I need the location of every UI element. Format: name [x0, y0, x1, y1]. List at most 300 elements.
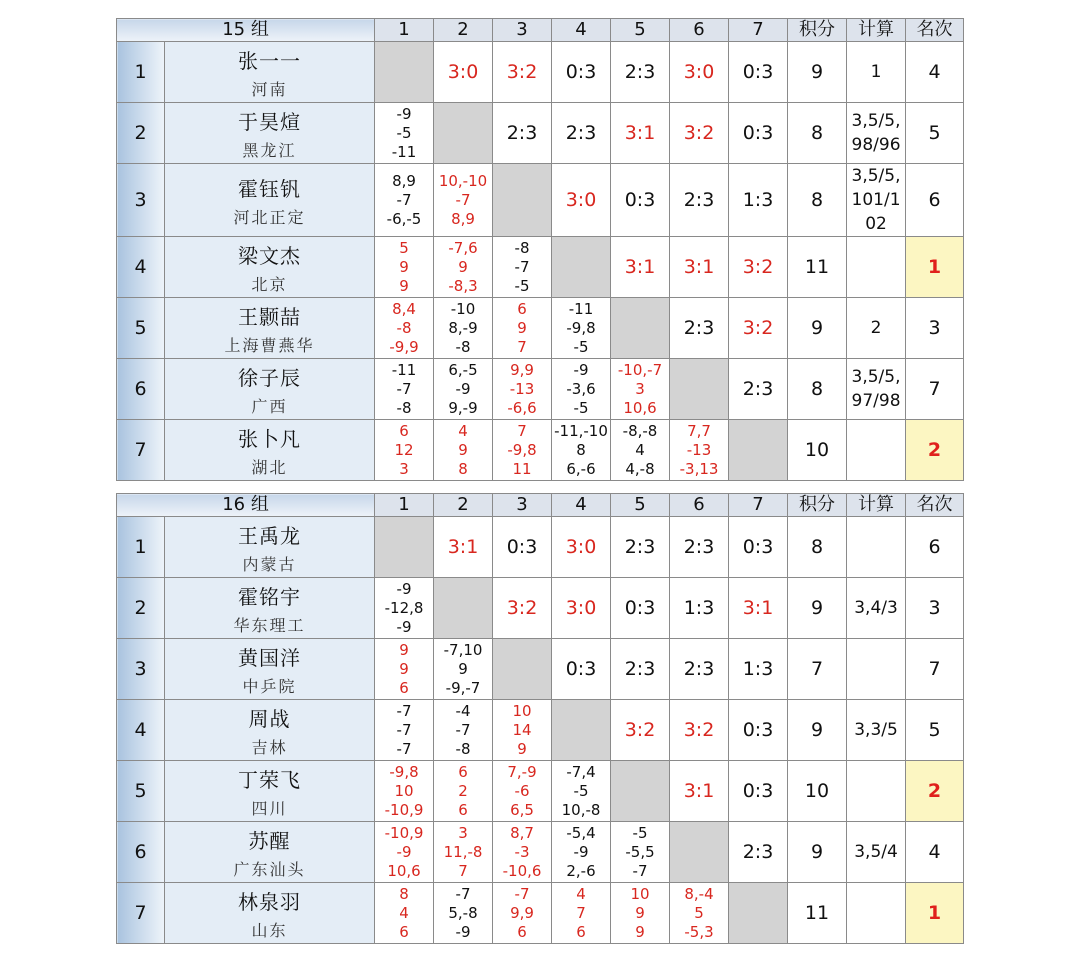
game-score-line: 10,6	[623, 398, 657, 417]
self-match-cell	[434, 578, 493, 639]
game-score-line: -9	[455, 379, 471, 398]
column-header: 3	[493, 19, 552, 42]
game-score-line: -9	[573, 360, 589, 379]
game-score-line: 8	[576, 440, 586, 459]
tiebreak-calc	[847, 822, 906, 883]
game-scores	[611, 883, 670, 944]
tiebreak-calc-line: 02	[865, 214, 887, 234]
self-match-cell	[670, 359, 729, 420]
rank-value: 1	[906, 237, 964, 298]
rank-value: 4	[906, 822, 964, 883]
column-header: 2	[434, 19, 493, 42]
player-row	[117, 298, 964, 359]
game-score-line: -5	[573, 337, 589, 356]
game-scores	[493, 359, 552, 420]
game-score-line: 6	[399, 922, 409, 941]
self-match-cell	[611, 298, 670, 359]
player-number: 5	[117, 298, 165, 359]
game-score-line: -9,8	[507, 440, 537, 459]
match-score: 0:3	[493, 517, 552, 578]
points-value: 10	[788, 761, 847, 822]
player-row	[117, 517, 964, 578]
player-cell	[165, 298, 375, 359]
game-score-line: -9	[455, 922, 471, 941]
match-score: 3:0	[434, 42, 493, 103]
player-cell	[165, 700, 375, 761]
game-score-line: -10,9	[384, 800, 424, 819]
tiebreak-calc	[847, 420, 906, 481]
game-score-line: -11,-10	[554, 421, 608, 440]
rank-value: 5	[906, 700, 964, 761]
tiebreak-calc-line: 3,5/4	[854, 842, 898, 862]
player-region: 华东理工	[233, 616, 306, 635]
column-header: 1	[375, 494, 434, 517]
player-name: 张一一	[238, 49, 301, 73]
player-number: 4	[117, 237, 165, 298]
game-score-line: 5	[694, 903, 704, 922]
game-score-line: 14	[512, 720, 532, 739]
player-region: 黑龙江	[242, 141, 297, 160]
match-score: 2:3	[670, 639, 729, 700]
tiebreak-calc-line: 2	[870, 318, 882, 338]
player-name: 林泉羽	[238, 890, 301, 914]
game-scores	[611, 359, 670, 420]
game-scores	[375, 578, 434, 639]
player-name: 苏醒	[248, 829, 291, 853]
player-cell	[165, 42, 375, 103]
rank-value: 7	[906, 359, 964, 420]
match-score: 0:3	[729, 517, 788, 578]
game-score-line: 6	[458, 762, 468, 781]
game-score-line: -13	[509, 379, 535, 398]
self-match-cell	[434, 103, 493, 164]
match-score: 3:2	[493, 578, 552, 639]
game-scores	[670, 420, 729, 481]
game-score-line: -5,5	[625, 842, 655, 861]
game-scores	[611, 420, 670, 481]
player-region: 广西	[251, 397, 288, 416]
player-cell	[165, 237, 375, 298]
match-score: 0:3	[552, 639, 611, 700]
column-header: 2	[434, 494, 493, 517]
game-score-line: -9	[396, 579, 412, 598]
game-score-line: 8,9	[451, 209, 475, 228]
game-score-line: 4	[635, 440, 645, 459]
player-cell	[165, 761, 375, 822]
player-region: 中乒院	[242, 677, 297, 696]
player-region: 吉林	[251, 738, 288, 757]
column-header: 4	[552, 494, 611, 517]
game-scores	[434, 359, 493, 420]
game-score-line: 10	[630, 884, 650, 903]
game-score-line: 2,-6	[566, 861, 596, 880]
player-number: 1	[117, 517, 165, 578]
group-header-row	[117, 19, 964, 42]
player-cell	[165, 578, 375, 639]
player-region: 湖北	[251, 458, 288, 477]
match-score: 0:3	[729, 700, 788, 761]
game-score-line: -7	[632, 861, 648, 880]
player-region: 山东	[251, 921, 288, 940]
column-header: 4	[552, 19, 611, 42]
game-score-line: -9,8	[389, 762, 419, 781]
game-score-line: 9	[458, 440, 468, 459]
game-scores	[375, 822, 434, 883]
match-score: 2:3	[493, 103, 552, 164]
game-scores	[434, 883, 493, 944]
game-scores	[493, 822, 552, 883]
self-match-cell	[493, 639, 552, 700]
player-name: 徐子辰	[238, 366, 301, 390]
player-row	[117, 420, 964, 481]
game-score-line: -7	[514, 257, 530, 276]
match-score: 3:2	[493, 42, 552, 103]
game-score-line: -11	[568, 299, 594, 318]
rank-value: 3	[906, 578, 964, 639]
tiebreak-calc-line: 1	[870, 62, 882, 82]
game-score-line: 9	[517, 739, 527, 758]
game-score-line: -11	[391, 360, 417, 379]
game-score-line: -5	[573, 398, 589, 417]
match-score: 1:3	[729, 164, 788, 237]
tiebreak-calc	[847, 700, 906, 761]
player-number: 3	[117, 164, 165, 237]
player-number: 2	[117, 103, 165, 164]
match-score: 3:1	[434, 517, 493, 578]
game-scores	[493, 761, 552, 822]
game-score-line: -7	[396, 720, 412, 739]
player-name: 王禹龙	[238, 524, 301, 548]
match-score: 3:2	[611, 700, 670, 761]
game-score-line: 9	[635, 903, 645, 922]
game-score-line: -6,6	[507, 398, 537, 417]
game-scores	[493, 298, 552, 359]
player-row	[117, 42, 964, 103]
points-value: 11	[788, 883, 847, 944]
game-scores	[434, 700, 493, 761]
game-score-line: 6,-6	[566, 459, 596, 478]
points-value: 7	[788, 639, 847, 700]
game-score-line: 8	[458, 459, 468, 478]
rank-value: 7	[906, 639, 964, 700]
game-score-line: -13	[686, 440, 712, 459]
match-score: 3:2	[670, 700, 729, 761]
game-score-line: -7	[396, 190, 412, 209]
tiebreak-calc	[847, 883, 906, 944]
tiebreak-calc	[847, 761, 906, 822]
game-score-line: -7	[514, 884, 530, 903]
game-score-line: -7,4	[566, 762, 596, 781]
game-score-line: 4	[458, 421, 468, 440]
rank-value: 2	[906, 761, 964, 822]
match-score: 2:3	[552, 103, 611, 164]
game-score-line: -9	[396, 617, 412, 636]
game-score-line: -9,-7	[445, 678, 481, 697]
game-scores	[552, 359, 611, 420]
group-title: 15 组	[117, 19, 375, 42]
match-score: 2:3	[611, 639, 670, 700]
match-score: 0:3	[729, 103, 788, 164]
game-score-line: 8,7	[510, 823, 534, 842]
game-score-line: 2	[458, 781, 468, 800]
self-match-cell	[375, 517, 434, 578]
game-score-line: 8,9	[392, 171, 416, 190]
match-score: 3:0	[552, 578, 611, 639]
tiebreak-calc	[847, 639, 906, 700]
match-score: 1:3	[670, 578, 729, 639]
points-value: 8	[788, 517, 847, 578]
game-scores	[493, 237, 552, 298]
game-score-line: 6	[399, 678, 409, 697]
game-score-line: -5	[573, 781, 589, 800]
tiebreak-calc	[847, 164, 906, 237]
game-scores	[434, 761, 493, 822]
game-score-line: -7	[455, 720, 471, 739]
game-scores	[375, 700, 434, 761]
game-score-line: -5,4	[566, 823, 596, 842]
group-15-table	[116, 18, 964, 481]
tiebreak-calc	[847, 359, 906, 420]
tiebreak-calc-line: 3,5/5,	[851, 111, 901, 131]
match-score: 2:3	[729, 359, 788, 420]
game-score-line: -8	[396, 318, 412, 337]
player-region: 河南	[251, 80, 288, 99]
player-row	[117, 639, 964, 700]
self-match-cell	[375, 42, 434, 103]
player-number: 1	[117, 42, 165, 103]
game-score-line: -6,-5	[386, 209, 422, 228]
game-score-line: 8	[399, 884, 409, 903]
game-score-line: -9	[573, 842, 589, 861]
game-scores	[493, 700, 552, 761]
match-score: 0:3	[552, 42, 611, 103]
game-score-line: 12	[394, 440, 414, 459]
game-score-line: -8	[396, 398, 412, 417]
tiebreak-calc	[847, 237, 906, 298]
player-name: 黄国洋	[238, 646, 301, 670]
game-scores	[434, 822, 493, 883]
game-score-line: 6	[458, 800, 468, 819]
player-number: 6	[117, 822, 165, 883]
game-score-line: 4	[576, 884, 586, 903]
match-score: 3:0	[552, 517, 611, 578]
self-match-cell	[611, 761, 670, 822]
game-scores	[493, 883, 552, 944]
match-score: 0:3	[729, 761, 788, 822]
game-score-line: -4	[455, 701, 471, 720]
points-value: 9	[788, 298, 847, 359]
game-scores	[611, 822, 670, 883]
game-score-line: 9	[399, 640, 409, 659]
game-score-line: 10,6	[387, 861, 421, 880]
game-score-line: -8,-8	[622, 421, 658, 440]
game-score-line: 7	[517, 337, 527, 356]
game-score-line: 4,-8	[625, 459, 655, 478]
game-score-line: 8,4	[392, 299, 416, 318]
tiebreak-calc	[847, 42, 906, 103]
rank-value: 2	[906, 420, 964, 481]
game-scores	[375, 883, 434, 944]
group-header-row	[117, 494, 964, 517]
match-score: 3:1	[611, 103, 670, 164]
match-score: 2:3	[729, 822, 788, 883]
player-number: 4	[117, 700, 165, 761]
points-value: 11	[788, 237, 847, 298]
player-name: 丁荣飞	[238, 768, 301, 792]
game-score-line: 3	[399, 459, 409, 478]
game-score-line: 4	[399, 903, 409, 922]
game-scores	[375, 164, 434, 237]
game-score-line: -3,6	[566, 379, 596, 398]
game-score-line: -10	[450, 299, 476, 318]
points-value: 8	[788, 164, 847, 237]
match-score: 2:3	[611, 42, 670, 103]
match-score: 3:2	[729, 298, 788, 359]
game-score-line: 10,-8	[561, 800, 601, 819]
game-score-line: -7	[396, 739, 412, 758]
self-match-cell	[729, 420, 788, 481]
game-score-line: 10	[512, 701, 532, 720]
player-name: 霍钰钒	[238, 177, 301, 201]
tiebreak-calc-line: 3,5/5,	[851, 166, 901, 186]
column-header: 6	[670, 494, 729, 517]
player-cell	[165, 639, 375, 700]
column-header: 5	[611, 494, 670, 517]
player-region: 内蒙古	[242, 555, 297, 574]
game-scores	[375, 359, 434, 420]
player-name: 于昊煊	[238, 110, 301, 134]
column-header: 积分	[788, 494, 847, 517]
game-score-line: -10,6	[502, 861, 542, 880]
tiebreak-calc-line: 3,5/5,	[851, 367, 901, 387]
game-score-line: -12,8	[384, 598, 424, 617]
game-scores	[434, 420, 493, 481]
match-score: 3:2	[670, 103, 729, 164]
game-scores	[375, 298, 434, 359]
game-score-line: 6	[576, 922, 586, 941]
game-score-line: 5,-8	[448, 903, 478, 922]
game-score-line: 3	[458, 823, 468, 842]
tiebreak-calc	[847, 298, 906, 359]
game-scores	[552, 298, 611, 359]
rank-value: 1	[906, 883, 964, 944]
player-cell	[165, 164, 375, 237]
game-score-line: 9	[458, 659, 468, 678]
points-value: 8	[788, 103, 847, 164]
match-score: 3:2	[729, 237, 788, 298]
group-title: 16 组	[117, 494, 375, 517]
rank-value: 6	[906, 517, 964, 578]
self-match-cell	[729, 883, 788, 944]
match-score: 2:3	[670, 298, 729, 359]
game-score-line: 7,7	[687, 421, 711, 440]
game-score-line: -8	[455, 739, 471, 758]
player-row	[117, 359, 964, 420]
rank-value: 5	[906, 103, 964, 164]
game-score-line: -11	[391, 142, 417, 161]
column-header: 计算	[847, 494, 906, 517]
player-row	[117, 578, 964, 639]
game-score-line: -9,8	[566, 318, 596, 337]
game-scores	[434, 298, 493, 359]
match-score: 0:3	[611, 164, 670, 237]
player-region: 四川	[251, 799, 288, 818]
match-score: 0:3	[611, 578, 670, 639]
game-score-line: 3	[635, 379, 645, 398]
game-score-line: -10,9	[384, 823, 424, 842]
game-score-line: -9	[396, 104, 412, 123]
game-score-line: -8	[514, 238, 530, 257]
match-score: 1:3	[729, 639, 788, 700]
game-score-line: -7,10	[443, 640, 483, 659]
self-match-cell	[552, 700, 611, 761]
game-score-line: 9,9	[510, 903, 534, 922]
game-score-line: 5	[399, 238, 409, 257]
player-row	[117, 164, 964, 237]
player-number: 6	[117, 359, 165, 420]
game-score-line: -5	[396, 123, 412, 142]
points-value: 9	[788, 42, 847, 103]
column-header: 名次	[906, 19, 964, 42]
game-score-line: -7	[455, 884, 471, 903]
player-cell	[165, 103, 375, 164]
column-header: 5	[611, 19, 670, 42]
game-scores	[552, 883, 611, 944]
game-score-line: 6	[517, 922, 527, 941]
game-scores	[434, 237, 493, 298]
match-score: 3:1	[670, 761, 729, 822]
points-value: 9	[788, 578, 847, 639]
game-score-line: 9,9	[510, 360, 534, 379]
player-cell	[165, 420, 375, 481]
tiebreak-calc-line: 3,3/5	[854, 720, 898, 740]
points-value: 9	[788, 822, 847, 883]
points-value: 9	[788, 700, 847, 761]
player-name: 霍铭宇	[238, 585, 301, 609]
player-region: 广东汕头	[233, 860, 306, 879]
game-scores	[375, 103, 434, 164]
game-scores	[552, 420, 611, 481]
tiebreak-calc	[847, 578, 906, 639]
match-score: 3:0	[552, 164, 611, 237]
game-score-line: -5	[514, 276, 530, 295]
game-scores	[375, 761, 434, 822]
game-scores	[552, 822, 611, 883]
game-scores	[375, 237, 434, 298]
column-header: 积分	[788, 19, 847, 42]
game-score-line: 7	[517, 421, 527, 440]
column-header: 计算	[847, 19, 906, 42]
player-region: 北京	[251, 275, 288, 294]
match-score: 2:3	[611, 517, 670, 578]
match-score: 0:3	[729, 42, 788, 103]
game-scores	[375, 420, 434, 481]
player-number: 7	[117, 420, 165, 481]
player-cell	[165, 822, 375, 883]
player-number: 5	[117, 761, 165, 822]
game-score-line: 11	[512, 459, 532, 478]
game-scores	[375, 639, 434, 700]
column-header: 名次	[906, 494, 964, 517]
match-score: 2:3	[670, 164, 729, 237]
match-score: 3:1	[670, 237, 729, 298]
rank-value: 6	[906, 164, 964, 237]
tiebreak-calc-line: 101/1	[851, 190, 901, 210]
column-header: 7	[729, 494, 788, 517]
player-region: 上海曹燕华	[224, 336, 315, 355]
game-score-line: 9	[399, 276, 409, 295]
game-score-line: 10,-10	[438, 171, 488, 190]
